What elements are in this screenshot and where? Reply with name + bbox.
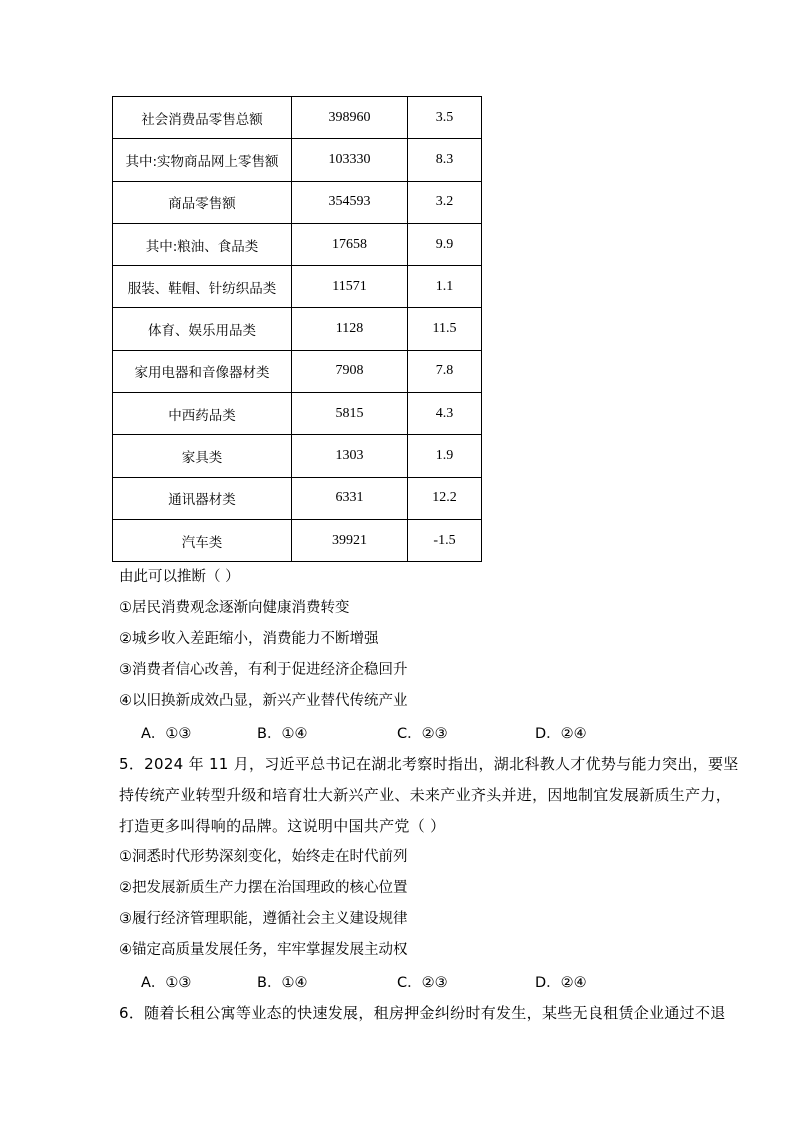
- q5-line-1: 5．2024 年 11 月，习近平总书记在湖北考察时指出，湖北科教人才优势与能力突出，要坚: [119, 755, 739, 773]
- table-row: [113, 266, 482, 308]
- category-cell: 其中:实物商品网上零售额: [113, 139, 292, 181]
- category-cell: 中西药品类: [113, 393, 292, 435]
- growth-cell: 9.9: [408, 223, 482, 265]
- q4-item-2: ②城乡收入差距缩小，消费能力不断增强: [119, 631, 379, 647]
- q5-option-c[interactable]: C．②③: [397, 975, 448, 991]
- q4-option-d[interactable]: D．②④: [535, 726, 587, 742]
- q4-option-b[interactable]: B．①④: [257, 726, 308, 742]
- amount-cell: 1128: [292, 308, 408, 350]
- category-cell: 社会消费品零售总额: [113, 97, 292, 139]
- amount-cell: 398960: [292, 97, 408, 139]
- growth-cell: 7.8: [408, 350, 482, 392]
- amount-cell: 6331: [292, 477, 408, 519]
- table-row: [113, 350, 482, 392]
- table-row: [113, 97, 482, 139]
- category-cell: 商品零售额: [113, 181, 292, 223]
- table-row: [113, 519, 482, 561]
- amount-cell: 7908: [292, 350, 408, 392]
- table-row: [113, 393, 482, 435]
- amount-cell: 11571: [292, 266, 408, 308]
- q5-item-4: ④锚定高质量发展任务，牢牢掌握发展主动权: [119, 942, 408, 958]
- table-row: [113, 139, 482, 181]
- retail-sales-table: [112, 96, 482, 562]
- growth-cell: 8.3: [408, 139, 482, 181]
- q4-stem: 由此可以推断（ ）: [119, 569, 240, 585]
- amount-cell: 39921: [292, 519, 408, 561]
- q4-option-a[interactable]: A．①③: [141, 726, 192, 742]
- q4-item-4: ④以旧换新成效凸显，新兴产业替代传统产业: [119, 693, 408, 709]
- category-cell: 汽车类: [113, 519, 292, 561]
- growth-cell: 3.2: [408, 181, 482, 223]
- table-row: [113, 435, 482, 477]
- amount-cell: 354593: [292, 181, 408, 223]
- q5-option-b[interactable]: B．①④: [257, 975, 308, 991]
- growth-cell: -1.5: [408, 519, 482, 561]
- growth-cell: 3.5: [408, 97, 482, 139]
- q5-item-2: ②把发展新质生产力摆在治国理政的核心位置: [119, 880, 408, 896]
- amount-cell: 17658: [292, 223, 408, 265]
- q5-line-2: 持传统产业转型升级和培育壮大新兴产业、未来产业齐头并进，因地制宜发展新质生产力，: [119, 786, 732, 804]
- growth-cell: 12.2: [408, 477, 482, 519]
- q4-item-3: ③消费者信心改善，有利于促进经济企稳回升: [119, 662, 408, 678]
- growth-cell: 4.3: [408, 393, 482, 435]
- q5-option-a[interactable]: A．①③: [141, 975, 192, 991]
- amount-cell: 103330: [292, 139, 408, 181]
- q5-line-3: 打造更多叫得响的品牌。这说明中国共产党（ ）: [119, 817, 446, 835]
- q5-item-3: ③履行经济管理职能，遵循社会主义建设规律: [119, 911, 408, 927]
- category-cell: 通讯器材类: [113, 477, 292, 519]
- category-cell: 家用电器和音像器材类: [113, 350, 292, 392]
- q4-option-c[interactable]: C．②③: [397, 726, 448, 742]
- category-cell: 体育、娱乐用品类: [113, 308, 292, 350]
- q6-line-1: 6．随着长租公寓等业态的快速发展，租房押金纠纷时有发生，某些无良租赁企业通过不退: [119, 1004, 726, 1022]
- amount-cell: 5815: [292, 393, 408, 435]
- growth-cell: 11.5: [408, 308, 482, 350]
- q5-item-1: ①洞悉时代形势深刻变化，始终走在时代前列: [119, 849, 408, 865]
- q4-item-1: ①居民消费观念逐渐向健康消费转变: [119, 600, 350, 616]
- q5-option-d[interactable]: D．②④: [535, 975, 587, 991]
- amount-cell: 1303: [292, 435, 408, 477]
- table-row: [113, 223, 482, 265]
- category-cell: 其中:粮油、食品类: [113, 223, 292, 265]
- growth-cell: 1.9: [408, 435, 482, 477]
- category-cell: 家具类: [113, 435, 292, 477]
- table-row: [113, 308, 482, 350]
- table-row: [113, 477, 482, 519]
- table-row: [113, 181, 482, 223]
- growth-cell: 1.1: [408, 266, 482, 308]
- category-cell: 服装、鞋帽、针纺织品类: [113, 266, 292, 308]
